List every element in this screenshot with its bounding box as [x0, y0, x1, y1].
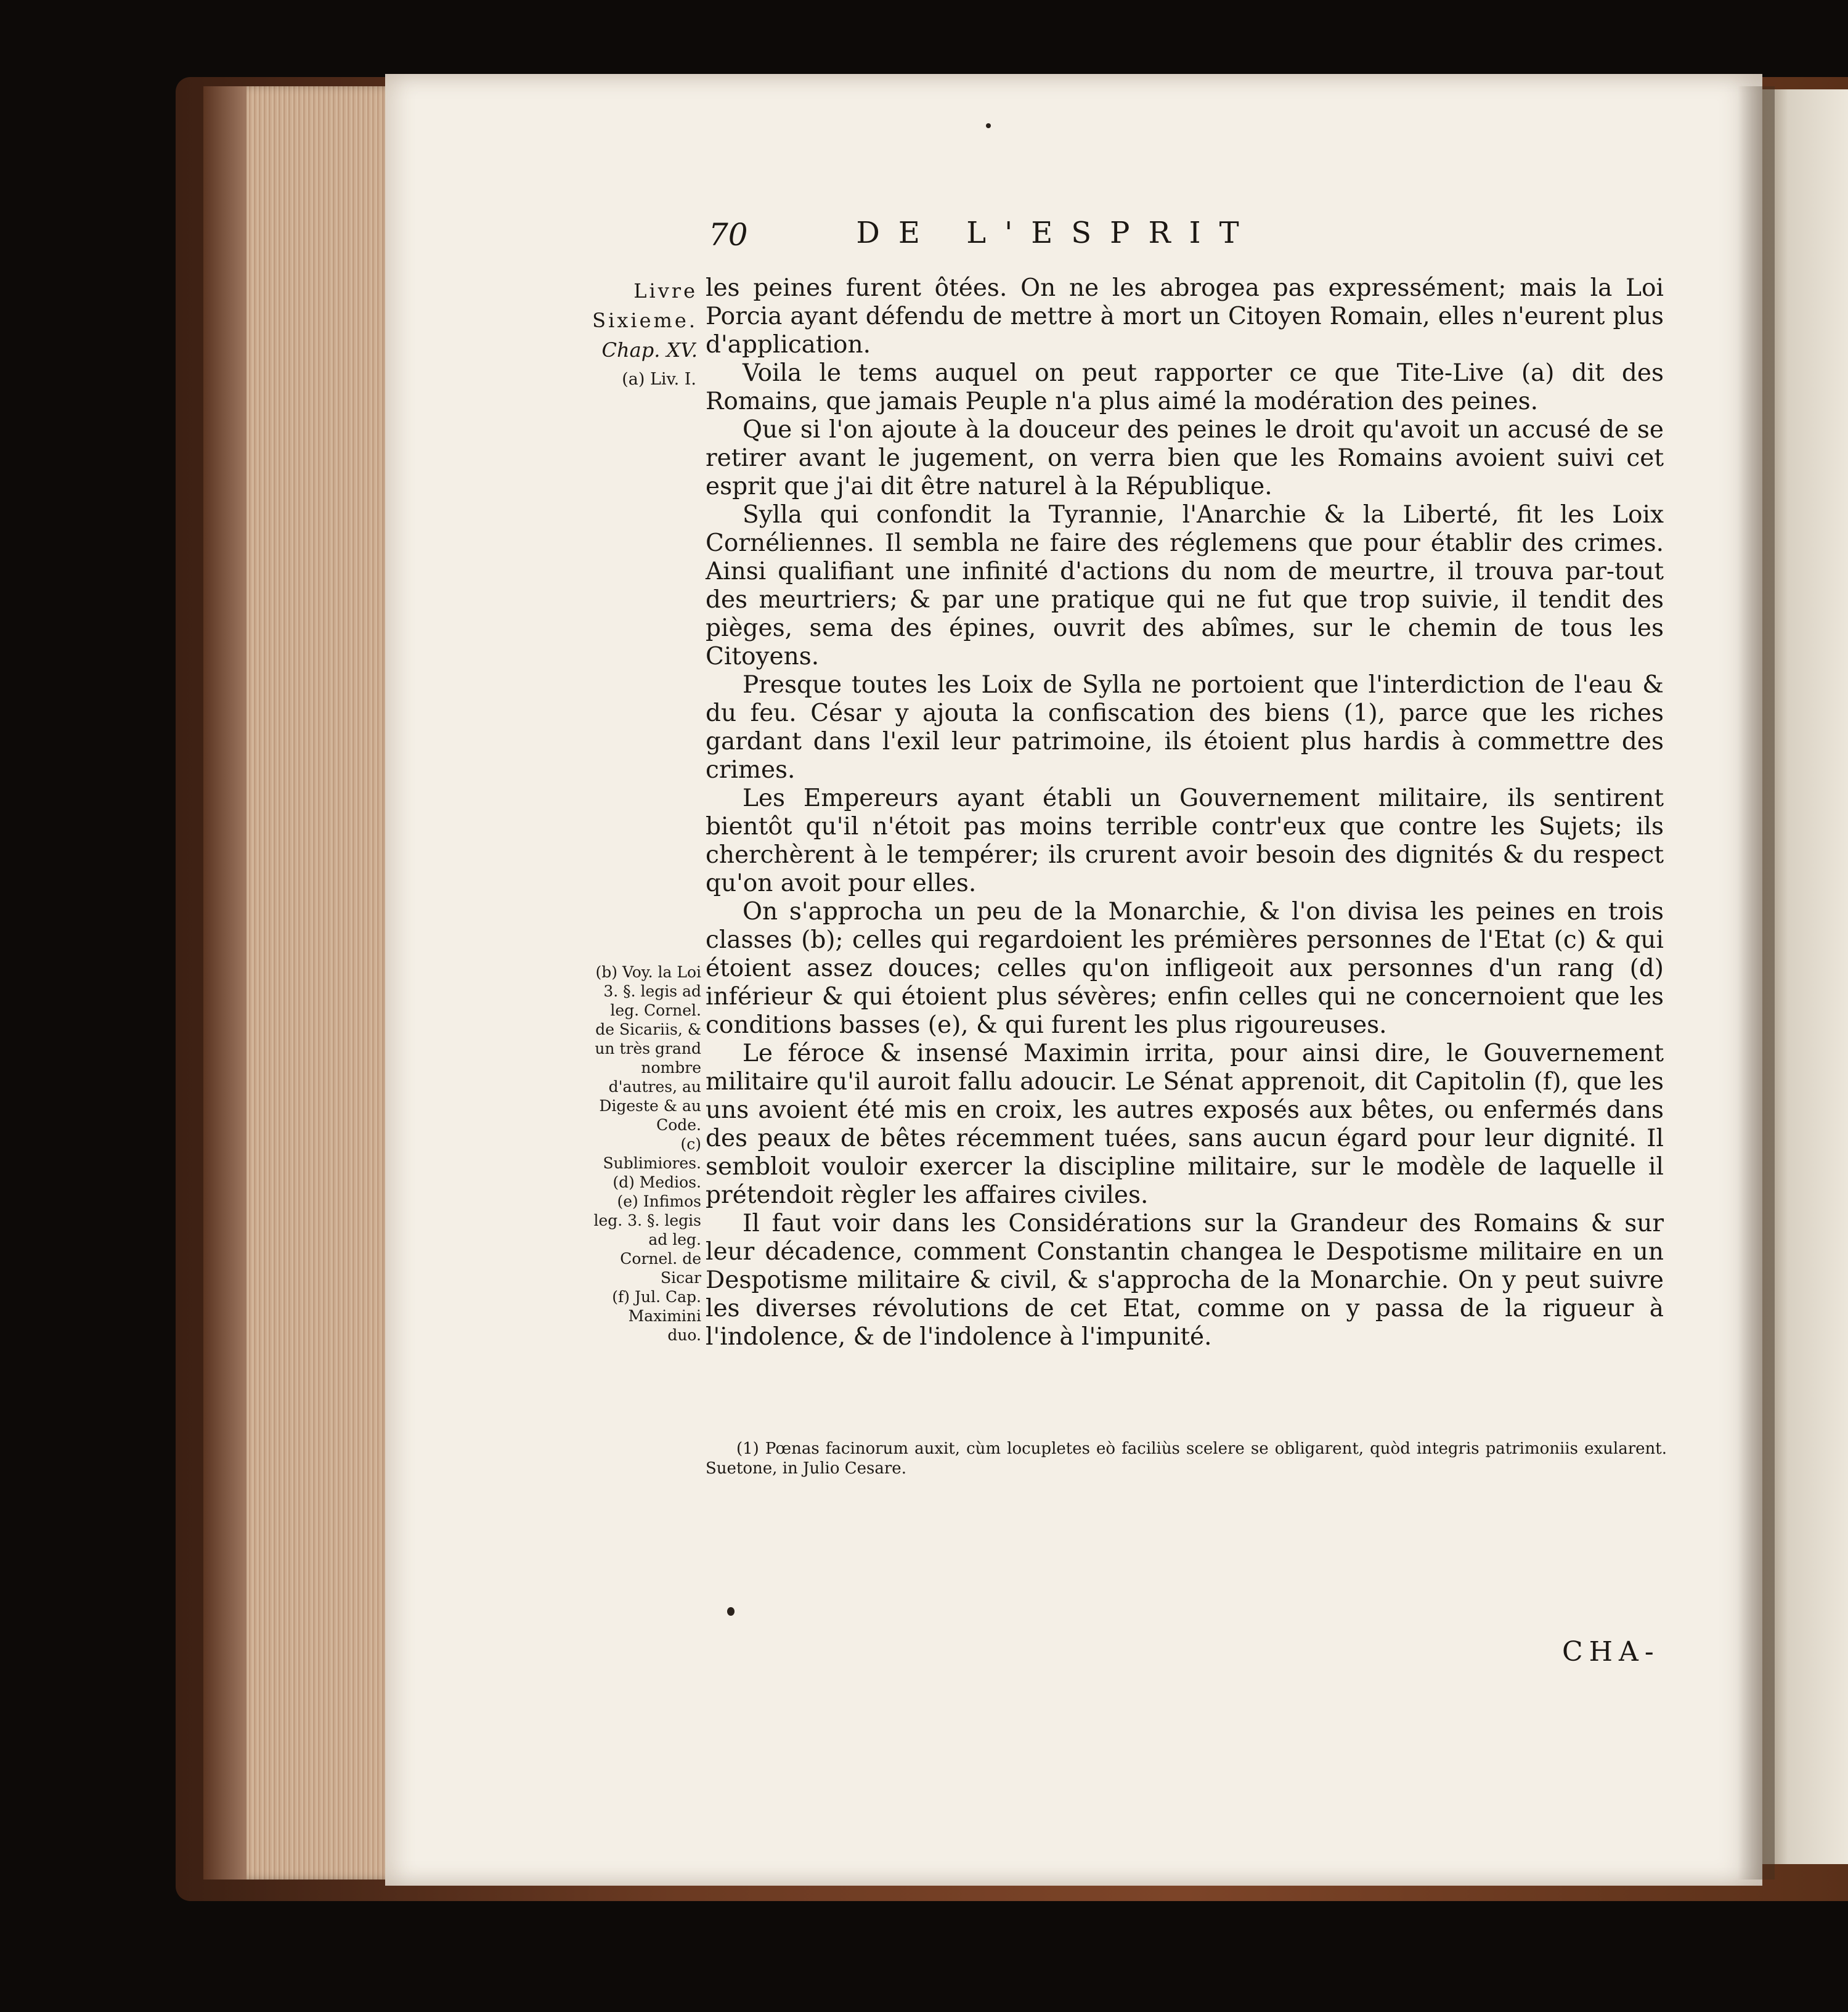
margin-book: Livre	[633, 279, 698, 303]
body-text	[706, 274, 1664, 1351]
margin-note: (e) Infimos leg. 3. §. legis ad leg. Cornel. de Sicar	[593, 1192, 701, 1287]
paragraph: On s'approcha un peu de la Monarchie, & l'on divisa les peines en trois classes (b); celles qui regardoient les prémières personnes de l'Etat (c) & qui étoient assez douces; celles qu'on infligeoit aux personnes d'un rang (d) inférieur & qui étoient plus sévères; enfin celles qui ne concernoient que les conditions basses (e), & qui furent les plus rigoureuses.	[706, 898, 1664, 1039]
margin-note: (c) Sublimiores.	[603, 1135, 701, 1172]
margin-note: (d) Medios.	[613, 1173, 701, 1191]
running-head-title: DE L'ESPRIT	[856, 216, 1258, 250]
page-edge-shadow	[203, 86, 253, 1880]
paragraph: Presque toutes les Loix de Sylla ne portoient que l'interdiction de l'eau & du feu. César y ajouta la confiscation des biens (1), parce que les riches gardant dans l'exil leur patrimoine, ils étoient plus hardis à commettre des crimes.	[706, 671, 1664, 784]
paragraph: Sylla qui confondit la Tyrannie, l'Anarchie & la Liberté, fit les Loix Cornéliennes. Il sembla ne faire des réglemens que pour établir des crimes. Ainsi qualifiant une infinité d'actions du nom de meurtre, il trouva par-tout des meurtriers; & par une pratique qui ne fut que trop suivie, il tendit des pièges, sema des épines, ouvrit des abîmes, sur le chemin de tous les Citoyens.	[706, 501, 1664, 670]
margin-chapter: Chap. XV.	[601, 338, 698, 362]
paragraph: Les Empereurs ayant établi un Gouvernement militaire, ils sentirent bientôt qu'il n'étoit pas moins terrible contr'eux que contre les Sujets; ils cherchèrent à le tempérer; ils crurent avoir besoin des dignités & du respect qu'on avoit pour elles.	[706, 784, 1664, 897]
paragraph: Il faut voir dans les Considérations sur la Grandeur des Romains & sur leur décadence, comment Constantin changea le Despotisme militaire en un Despotisme militaire & civil, & s'approcha de la Monarchie. On y peut suivre les diverses révolutions de cet Etat, comme on y passa de la rigueur à l'indolence, & de l'indolence à l'impunité.	[706, 1210, 1664, 1351]
paragraph: Le féroce & insensé Maximin irrita, pour ainsi dire, le Gouvernement militaire qu'il auroit fallu adoucir. Le Sénat apprenoit, dit Capitolin (f), que les uns avoient été mis en croix, les autres exposés aux bêtes, ou enfermés dans des peaux de bêtes récemment tuées, sans aucun égard pour leur dignité. Il sembloit vouloir exercer la discipline militaire, sur le modèle de laquelle il prétendoit règler les affaires civiles.	[706, 1040, 1664, 1209]
page-number: 70	[709, 217, 748, 253]
paragraph: les peines furent ôtées. On ne les abrogea pas expressément; mais la Loi Porcia ayant défendu de mettre à mort un Citoyen Romain, elles n'eurent plus d'application.	[706, 274, 1664, 359]
margin-note: (f) Jul. Cap. Maximini duo.	[612, 1288, 701, 1344]
paragraph: Voila le tems auquel on peut rapporter ce que Tite-Live (a) dit des Romains, que jamais Peuple n'a plus aimé la modération des peines.	[706, 359, 1664, 415]
margin-note: (b) Voy. la Loi 3. §. legis ad leg. Cornel. de Sicariis, & un très grand nombre d'autres, au Digeste & au Code.	[595, 963, 701, 1134]
page-gutter	[1738, 86, 1775, 1880]
facing-page	[1762, 89, 1848, 1864]
ink-spot	[986, 123, 991, 128]
page-edges	[246, 86, 394, 1880]
catchword: CHA-	[1562, 1636, 1660, 1668]
margin-book-number: Sixieme.	[592, 309, 698, 332]
margin-book-heading	[587, 276, 698, 365]
margin-note-a: (a) Liv. I.	[622, 370, 696, 389]
ink-spot	[727, 1607, 735, 1616]
footnote: (1) Pœnas facinorum auxit, cùm locupletes eò faciliùs scelere se obligarent, quòd integris patrimoniis exularent. Suetone, in Julio Cesare.	[706, 1440, 1667, 1478]
paragraph: Que si l'on ajoute à la douceur des peines le droit qu'avoit un accusé de se retirer avant le jugement, on verra bien que les Romains avoient suivi cet esprit que j'ai dit être naturel à la République.	[706, 416, 1664, 500]
margin-notes	[590, 963, 701, 1345]
